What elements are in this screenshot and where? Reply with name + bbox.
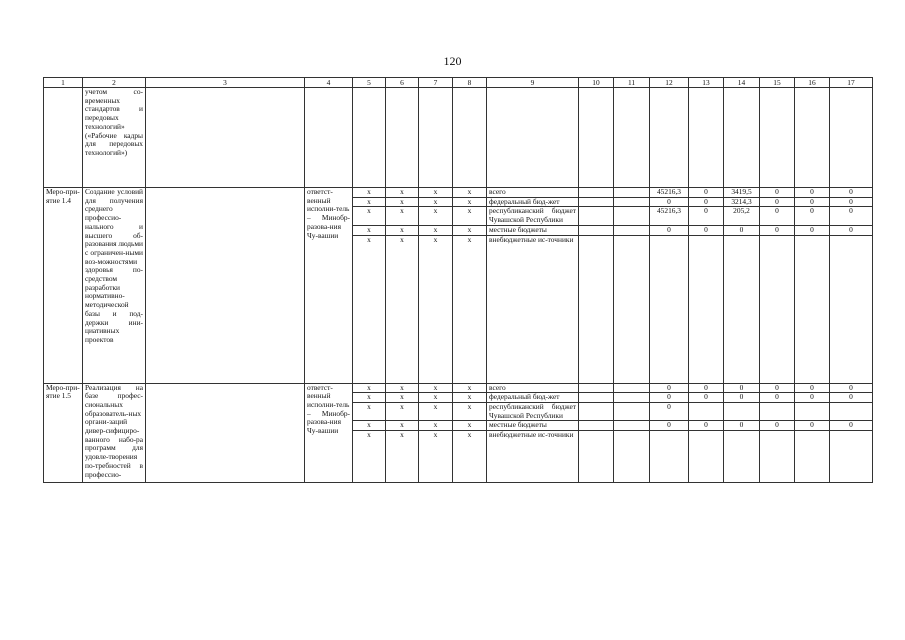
page-number: 120	[443, 54, 462, 68]
value-cell: 0	[760, 207, 795, 225]
value-cell: 0	[650, 197, 689, 207]
x-cell: x	[353, 383, 386, 393]
empty-cell	[614, 402, 650, 420]
value-cell	[760, 235, 795, 383]
funding-source-cell: местные бюджеты	[487, 225, 579, 235]
x-cell: x	[419, 421, 453, 431]
activity-label: Меро-при-ятие 1.5	[44, 383, 83, 483]
value-cell: 0	[689, 383, 724, 393]
x-cell: x	[353, 197, 386, 207]
value-cell: 0	[795, 383, 830, 393]
x-cell: x	[386, 383, 419, 393]
value-cell	[795, 431, 830, 483]
x-cell: x	[386, 225, 419, 235]
x-cell: x	[386, 402, 419, 420]
value-cell	[689, 235, 724, 383]
funding-source-cell: федеральный бюд-жет	[487, 197, 579, 207]
table-row	[44, 383, 873, 393]
value-cell	[724, 235, 760, 383]
value-cell: 0	[795, 188, 830, 198]
x-cell: x	[353, 207, 386, 225]
value-cell: 0	[830, 197, 873, 207]
x-cell: x	[453, 188, 487, 198]
value-cell: 0	[830, 188, 873, 198]
value-cell: 0	[830, 207, 873, 225]
value-cell: 0	[724, 383, 760, 393]
value-cell: 0	[760, 383, 795, 393]
value-cell	[650, 235, 689, 383]
x-cell: x	[386, 421, 419, 431]
table-row	[44, 188, 873, 198]
value-cell: 0	[650, 383, 689, 393]
value-cell	[689, 431, 724, 483]
value-cell: 0	[760, 393, 795, 403]
col-header: 10	[579, 78, 614, 88]
col-header: 4	[305, 78, 353, 88]
value-cell	[724, 402, 760, 420]
value-cell: 0	[650, 402, 689, 420]
empty-cell	[579, 225, 614, 235]
value-cell: 0	[650, 393, 689, 403]
col-header: 15	[760, 78, 795, 88]
x-cell: x	[386, 431, 419, 483]
empty-cell	[614, 235, 650, 383]
funding-source-cell: федеральный бюд-жет	[487, 393, 579, 403]
empty-cell	[579, 197, 614, 207]
empty-cell	[614, 431, 650, 483]
empty-cell	[579, 421, 614, 431]
value-cell	[795, 235, 830, 383]
x-cell: x	[419, 431, 453, 483]
x-cell: x	[353, 421, 386, 431]
x-cell: x	[419, 225, 453, 235]
empty-cell	[579, 393, 614, 403]
x-cell: x	[453, 402, 487, 420]
value-cell: 0	[650, 421, 689, 431]
activity-name-cell: учетом со-временных стандартов и передовых технологий» («Рабочие кадры для передовых технологий»)	[83, 88, 146, 188]
value-cell: 0	[795, 225, 830, 235]
x-cell: x	[453, 197, 487, 207]
x-cell: x	[453, 225, 487, 235]
empty-cell	[579, 207, 614, 225]
funding-source-cell: местные бюджеты	[487, 421, 579, 431]
x-cell: x	[386, 188, 419, 198]
x-cell: x	[453, 235, 487, 383]
col-header: 5	[353, 78, 386, 88]
column-number-row	[44, 78, 873, 88]
empty-cell	[614, 393, 650, 403]
value-cell: 0	[830, 383, 873, 393]
x-cell: x	[353, 188, 386, 198]
value-cell: 0	[724, 421, 760, 431]
value-cell	[689, 402, 724, 420]
x-cell: x	[419, 188, 453, 198]
empty-cell	[614, 188, 650, 198]
empty-cell	[614, 207, 650, 225]
continuation-row	[44, 88, 873, 188]
x-cell: x	[419, 383, 453, 393]
col-header: 14	[724, 78, 760, 88]
funding-source-cell: внебюджетные ис-точники	[487, 431, 579, 483]
x-cell: x	[419, 207, 453, 225]
goal-cell	[146, 383, 305, 483]
empty-cell	[614, 383, 650, 393]
x-cell: x	[453, 383, 487, 393]
value-cell: 45216,3	[650, 207, 689, 225]
value-cell: 0	[830, 421, 873, 431]
value-cell: 0	[689, 188, 724, 198]
col-header: 17	[830, 78, 873, 88]
x-cell: x	[353, 431, 386, 483]
value-cell	[795, 402, 830, 420]
value-cell: 0	[724, 393, 760, 403]
x-cell: x	[453, 207, 487, 225]
executor-cell: ответст-венный исполни-тель – Минобр-разова-ния Чу-вашии	[305, 188, 353, 384]
funding-source-cell: всего	[487, 383, 579, 393]
col-header: 16	[795, 78, 830, 88]
value-cell: 3214,3	[724, 197, 760, 207]
budget-table	[43, 77, 873, 483]
x-cell: x	[386, 393, 419, 403]
funding-source-cell: республиканский бюджет Чувашской Республики	[487, 207, 579, 225]
value-cell	[760, 431, 795, 483]
value-cell: 0	[795, 207, 830, 225]
col-header: 8	[453, 78, 487, 88]
x-cell: x	[386, 197, 419, 207]
value-cell	[650, 431, 689, 483]
x-cell: x	[419, 197, 453, 207]
x-cell: x	[353, 402, 386, 420]
x-cell: x	[419, 393, 453, 403]
value-cell	[830, 431, 873, 483]
empty-cell	[614, 225, 650, 235]
value-cell: 0	[760, 421, 795, 431]
col-header: 11	[614, 78, 650, 88]
empty-cell	[579, 188, 614, 198]
value-cell	[760, 402, 795, 420]
activity-name-cell: Создание условий для получения среднего профессио-нального и высшего об-разования людьми с ограничен-ными воз-можностями здоровья по-средством разработки нормативно-методической базы и под-держки ини-циативных проектов	[83, 188, 146, 384]
x-cell: x	[453, 431, 487, 483]
x-cell: x	[386, 207, 419, 225]
empty-cell	[579, 235, 614, 383]
funding-source-cell: внебюджетные ис-точники	[487, 235, 579, 383]
x-cell: x	[419, 235, 453, 383]
value-cell: 0	[689, 197, 724, 207]
empty-cell	[614, 421, 650, 431]
x-cell: x	[353, 393, 386, 403]
value-cell: 0	[795, 393, 830, 403]
empty-cell	[579, 431, 614, 483]
col-header: 12	[650, 78, 689, 88]
empty-cell	[579, 383, 614, 393]
col-header: 9	[487, 78, 579, 88]
value-cell	[724, 431, 760, 483]
value-cell: 0	[760, 197, 795, 207]
value-cell: 0	[795, 421, 830, 431]
value-cell: 0	[830, 225, 873, 235]
x-cell: x	[453, 393, 487, 403]
value-cell: 0	[650, 225, 689, 235]
col-header: 3	[146, 78, 305, 88]
col-header: 1	[44, 78, 83, 88]
value-cell: 0	[689, 207, 724, 225]
value-cell: 0	[760, 188, 795, 198]
col-header: 7	[419, 78, 453, 88]
value-cell: 0	[689, 421, 724, 431]
x-cell: x	[353, 225, 386, 235]
value-cell: 45216,3	[650, 188, 689, 198]
value-cell: 0	[724, 225, 760, 235]
value-cell: 0	[689, 225, 724, 235]
col-header: 2	[83, 78, 146, 88]
value-cell	[830, 402, 873, 420]
empty-cell	[614, 197, 650, 207]
executor-cell: ответст-венный исполни-тель – Минобр-разова-ния Чу-вашии	[305, 383, 353, 483]
col-header: 13	[689, 78, 724, 88]
value-cell	[830, 235, 873, 383]
empty-cell	[579, 402, 614, 420]
funding-source-cell: всего	[487, 188, 579, 198]
value-cell: 205,2	[724, 207, 760, 225]
goal-cell	[146, 188, 305, 384]
value-cell: 3419,5	[724, 188, 760, 198]
value-cell: 0	[830, 393, 873, 403]
funding-source-cell: республиканский бюджет Чувашской Республики	[487, 402, 579, 420]
x-cell: x	[453, 421, 487, 431]
value-cell: 0	[689, 393, 724, 403]
x-cell: x	[419, 402, 453, 420]
activity-name-cell: Реализация на базе профес-сиональных образователь-ных органи-заций дивер-сифициро-ванного набо-ра программ для удовле-творения по-требностей в профессио-	[83, 383, 146, 483]
activity-label: Меро-при-ятие 1.4	[44, 188, 83, 384]
value-cell: 0	[795, 197, 830, 207]
x-cell: x	[386, 235, 419, 383]
value-cell: 0	[760, 225, 795, 235]
x-cell: x	[353, 235, 386, 383]
col-header: 6	[386, 78, 419, 88]
